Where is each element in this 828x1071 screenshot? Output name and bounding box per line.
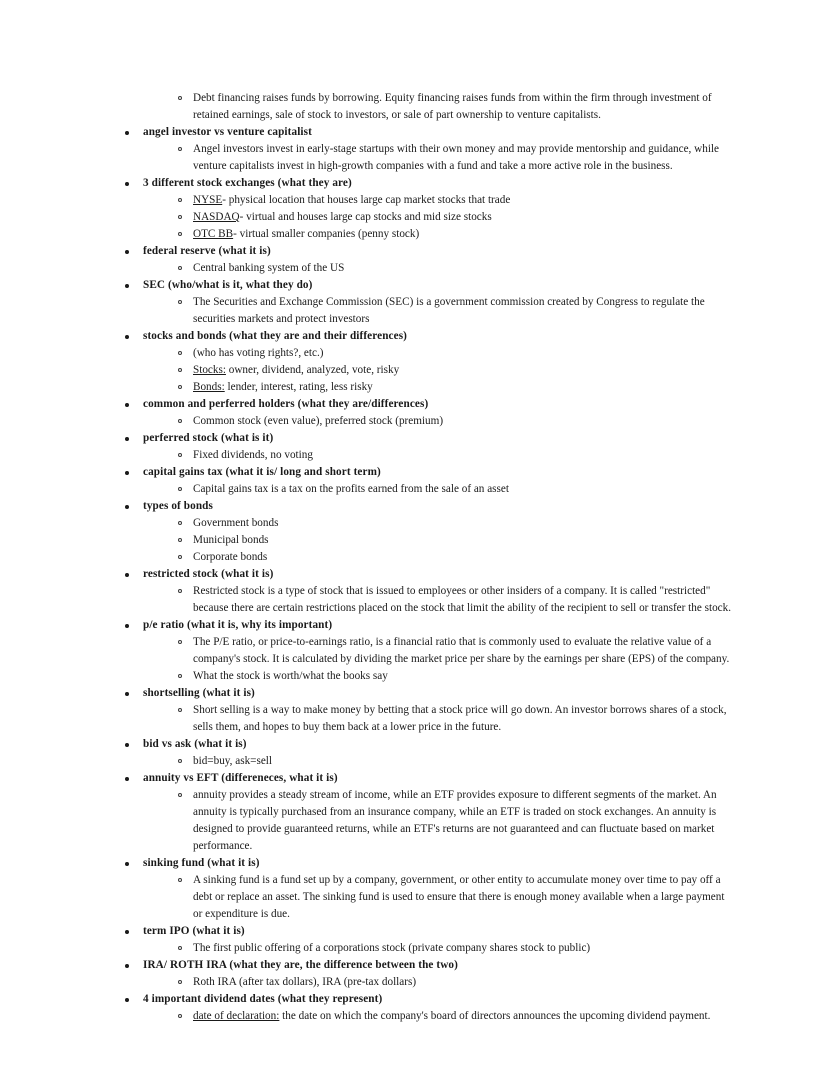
outline-item-text: What the stock is worth/what the books say bbox=[193, 670, 388, 682]
outline-heading-item bbox=[0, 957, 828, 974]
circle-bullet-icon bbox=[178, 946, 182, 950]
outline-item-text: Debt financing raises funds by borrowing. Equity financing raises funds from within the firm through investment of retained earnings, sale of stock to investors, or sale of part ownership to venture capitalists. bbox=[193, 92, 712, 121]
outline-item-text: Government bonds bbox=[193, 517, 279, 529]
outline-item-body: owner, dividend, analyzed, vote, risky bbox=[225, 364, 400, 376]
outline-heading-item bbox=[0, 175, 828, 192]
outline-item-text: Central banking system of the US bbox=[193, 262, 345, 274]
outline-detail-item bbox=[0, 702, 828, 736]
outline-detail-item bbox=[0, 532, 828, 549]
underlined-term: OTC BB bbox=[193, 228, 234, 240]
circle-bullet-icon bbox=[178, 215, 182, 219]
outline-heading-item bbox=[0, 328, 828, 345]
outline-detail-item bbox=[0, 209, 828, 226]
circle-bullet-icon bbox=[178, 980, 182, 984]
disc-bullet-icon bbox=[125, 930, 129, 934]
disc-bullet-icon bbox=[125, 250, 129, 254]
circle-bullet-icon bbox=[178, 198, 182, 202]
outline-heading-item bbox=[0, 430, 828, 447]
outline-detail-item bbox=[0, 515, 828, 532]
disc-bullet-icon bbox=[125, 403, 129, 407]
circle-bullet-icon bbox=[178, 266, 182, 270]
outline-item-body: the date on which the company's board of directors announces the upcoming dividend payment. bbox=[279, 1010, 711, 1022]
disc-bullet-icon bbox=[125, 284, 129, 288]
outline-item-text: annuity provides a steady stream of income, while an ETF provides exposure to different segments of the market. An annuity is typically purchased from an insurance company, while an ETF is traded on stock exchanges. An annuity is designed to provide guaranteed returns, while an ETF's returns are not guaranteed and can fluctuate based on market performance. bbox=[193, 789, 717, 852]
outline-item-text: p/e ratio (what it is, why its important) bbox=[143, 619, 333, 631]
outline-item-text bbox=[193, 226, 735, 243]
disc-bullet-icon bbox=[125, 437, 129, 441]
circle-bullet-icon bbox=[178, 453, 182, 457]
outline-heading-item bbox=[0, 566, 828, 583]
outline-detail-item bbox=[0, 362, 828, 379]
outline-item-text: Angel investors invest in early-stage startups with their own money and may provide mentorship and guidance, while venture capitalists invest in high-growth companies with a fund and take a more active role in the business. bbox=[193, 143, 720, 172]
circle-bullet-icon bbox=[178, 521, 182, 525]
outline-item-body: - virtual smaller companies (penny stock) bbox=[233, 228, 420, 240]
outline-detail-item bbox=[0, 294, 828, 328]
outline-item-text: perferred stock (what is it) bbox=[143, 432, 274, 444]
outline-detail-item bbox=[0, 974, 828, 991]
circle-bullet-icon bbox=[178, 147, 182, 151]
disc-bullet-icon bbox=[125, 505, 129, 509]
outline-item-text: A sinking fund is a fund set up by a company, government, or other entity to accumulate money over time to pay off a debt or replace an asset. The sinking fund is used to ensure that there is enough money available when a large payment or expenditure is due. bbox=[193, 874, 725, 920]
disc-bullet-icon bbox=[125, 335, 129, 339]
outline-item-text: Corporate bonds bbox=[193, 551, 268, 563]
outline-item-text bbox=[193, 192, 735, 209]
outline-detail-item bbox=[0, 379, 828, 396]
outline-heading-item bbox=[0, 464, 828, 481]
circle-bullet-icon bbox=[178, 589, 182, 593]
outline-item-text: bid vs ask (what it is) bbox=[143, 738, 247, 750]
outline-item-text: Common stock (even value), preferred stock (premium) bbox=[193, 415, 444, 427]
outline-heading-item bbox=[0, 396, 828, 413]
outline-detail-item bbox=[0, 413, 828, 430]
circle-bullet-icon bbox=[178, 419, 182, 423]
disc-bullet-icon bbox=[125, 573, 129, 577]
outline-detail-item bbox=[0, 753, 828, 770]
outline-item-text: annuity vs EFT (differeneces, what it is) bbox=[143, 772, 338, 784]
outline-item-body: lender, interest, rating, less risky bbox=[224, 381, 373, 393]
outline-item-text: 3 different stock exchanges (what they are) bbox=[143, 177, 352, 189]
disc-bullet-icon bbox=[125, 624, 129, 628]
disc-bullet-icon bbox=[125, 777, 129, 781]
outline-content bbox=[0, 90, 828, 1025]
outline-heading-item bbox=[0, 498, 828, 515]
outline-detail-item bbox=[0, 192, 828, 209]
outline-detail-item bbox=[0, 549, 828, 566]
disc-bullet-icon bbox=[125, 182, 129, 186]
outline-item-text: (who has voting rights?, etc.) bbox=[193, 347, 324, 359]
outline-item-text: The Securities and Exchange Commission (SEC) is a government commission created by Congress to regulate the securities markets and protect investors bbox=[193, 296, 705, 325]
outline-detail-item bbox=[0, 668, 828, 685]
outline-item-text bbox=[193, 1008, 735, 1025]
outline-heading-item bbox=[0, 736, 828, 753]
circle-bullet-icon bbox=[178, 1014, 182, 1018]
outline-item-text: shortselling (what it is) bbox=[143, 687, 255, 699]
circle-bullet-icon bbox=[178, 96, 182, 100]
outline-item-text: 4 important dividend dates (what they represent) bbox=[143, 993, 383, 1005]
disc-bullet-icon bbox=[125, 743, 129, 747]
outline-detail-item bbox=[0, 787, 828, 855]
outline-item-text: stocks and bonds (what they are and their differences) bbox=[143, 330, 407, 342]
outline-item-body: - virtual and houses large cap stocks and mid size stocks bbox=[239, 211, 492, 223]
outline-item-text: Fixed dividends, no voting bbox=[193, 449, 313, 461]
outline-list bbox=[0, 90, 828, 1025]
outline-item-text: Short selling is a way to make money by betting that a stock price will go down. An investor borrows shares of a stock, sells them, and hopes to buy them back at a lower price in the future. bbox=[193, 704, 727, 733]
outline-heading-item bbox=[0, 991, 828, 1008]
outline-detail-item bbox=[0, 447, 828, 464]
outline-item-text: federal reserve (what it is) bbox=[143, 245, 271, 257]
disc-bullet-icon bbox=[125, 471, 129, 475]
outline-item-text: IRA/ ROTH IRA (what they are, the difference between the two) bbox=[143, 959, 458, 971]
circle-bullet-icon bbox=[178, 368, 182, 372]
outline-detail-item bbox=[0, 260, 828, 277]
circle-bullet-icon bbox=[178, 385, 182, 389]
outline-item-text: Roth IRA (after tax dollars), IRA (pre-tax dollars) bbox=[193, 976, 417, 988]
disc-bullet-icon bbox=[125, 131, 129, 135]
outline-detail-item bbox=[0, 226, 828, 243]
underlined-term: NASDAQ bbox=[193, 211, 240, 223]
outline-item-text bbox=[193, 379, 735, 396]
outline-item-text: angel investor vs venture capitalist bbox=[143, 126, 312, 138]
outline-item-text: restricted stock (what it is) bbox=[143, 568, 274, 580]
circle-bullet-icon bbox=[178, 640, 182, 644]
circle-bullet-icon bbox=[178, 232, 182, 236]
outline-detail-item bbox=[0, 481, 828, 498]
outline-detail-item bbox=[0, 583, 828, 617]
outline-detail-item bbox=[0, 1008, 828, 1025]
circle-bullet-icon bbox=[178, 759, 182, 763]
outline-detail-item bbox=[0, 345, 828, 362]
outline-item-text: Municipal bonds bbox=[193, 534, 269, 546]
circle-bullet-icon bbox=[178, 674, 182, 678]
outline-heading-item bbox=[0, 124, 828, 141]
outline-item-text: The P/E ratio, or price-to-earnings ratio, is a financial ratio that is commonly used to evaluate the relative value of a company's stock. It is calculated by dividing the market price per share by the earnings per share (EPS) of the company. bbox=[193, 636, 730, 665]
circle-bullet-icon bbox=[178, 708, 182, 712]
circle-bullet-icon bbox=[178, 538, 182, 542]
outline-item-text: Capital gains tax is a tax on the profits earned from the sale of an asset bbox=[193, 483, 509, 495]
outline-item-text: bid=buy, ask=sell bbox=[193, 755, 273, 767]
outline-heading-item bbox=[0, 685, 828, 702]
outline-item-text: capital gains tax (what it is/ long and short term) bbox=[143, 466, 381, 478]
circle-bullet-icon bbox=[178, 487, 182, 491]
underlined-term: Stocks: bbox=[193, 364, 226, 376]
outline-heading-item bbox=[0, 855, 828, 872]
outline-item-text: SEC (who/what is it, what they do) bbox=[143, 279, 313, 291]
outline-heading-item bbox=[0, 770, 828, 787]
outline-item-body: - physical location that houses large cap market stocks that trade bbox=[222, 194, 511, 206]
outline-heading-item bbox=[0, 277, 828, 294]
disc-bullet-icon bbox=[125, 998, 129, 1002]
outline-item-text bbox=[193, 209, 735, 226]
outline-heading-item bbox=[0, 923, 828, 940]
outline-detail-item bbox=[0, 634, 828, 668]
disc-bullet-icon bbox=[125, 692, 129, 696]
underlined-term: Bonds: bbox=[193, 381, 225, 393]
outline-heading-item bbox=[0, 617, 828, 634]
circle-bullet-icon bbox=[178, 300, 182, 304]
circle-bullet-icon bbox=[178, 793, 182, 797]
outline-item-text: term IPO (what it is) bbox=[143, 925, 245, 937]
outline-item-text: sinking fund (what it is) bbox=[143, 857, 260, 869]
disc-bullet-icon bbox=[125, 964, 129, 968]
circle-bullet-icon bbox=[178, 555, 182, 559]
outline-detail-item bbox=[0, 872, 828, 923]
underlined-term: NYSE bbox=[193, 194, 223, 206]
disc-bullet-icon bbox=[125, 862, 129, 866]
outline-detail-item bbox=[0, 141, 828, 175]
outline-heading-item bbox=[0, 243, 828, 260]
circle-bullet-icon bbox=[178, 351, 182, 355]
outline-item-text bbox=[193, 362, 735, 379]
outline-detail-item bbox=[0, 940, 828, 957]
outline-item-text: types of bonds bbox=[143, 500, 213, 512]
outline-item-text: The first public offering of a corporations stock (private company shares stock to public) bbox=[193, 942, 591, 954]
outline-item-text: Restricted stock is a type of stock that is issued to employees or other insiders of a company. It is called "restricted" because there are certain restrictions placed on the stock that limit the ability of the recipient to sell or transfer the stock. bbox=[193, 585, 732, 614]
underlined-term: date of declaration: bbox=[193, 1010, 280, 1022]
circle-bullet-icon bbox=[178, 878, 182, 882]
outline-detail-item bbox=[0, 90, 828, 124]
outline-item-text: common and perferred holders (what they are/differences) bbox=[143, 398, 429, 410]
